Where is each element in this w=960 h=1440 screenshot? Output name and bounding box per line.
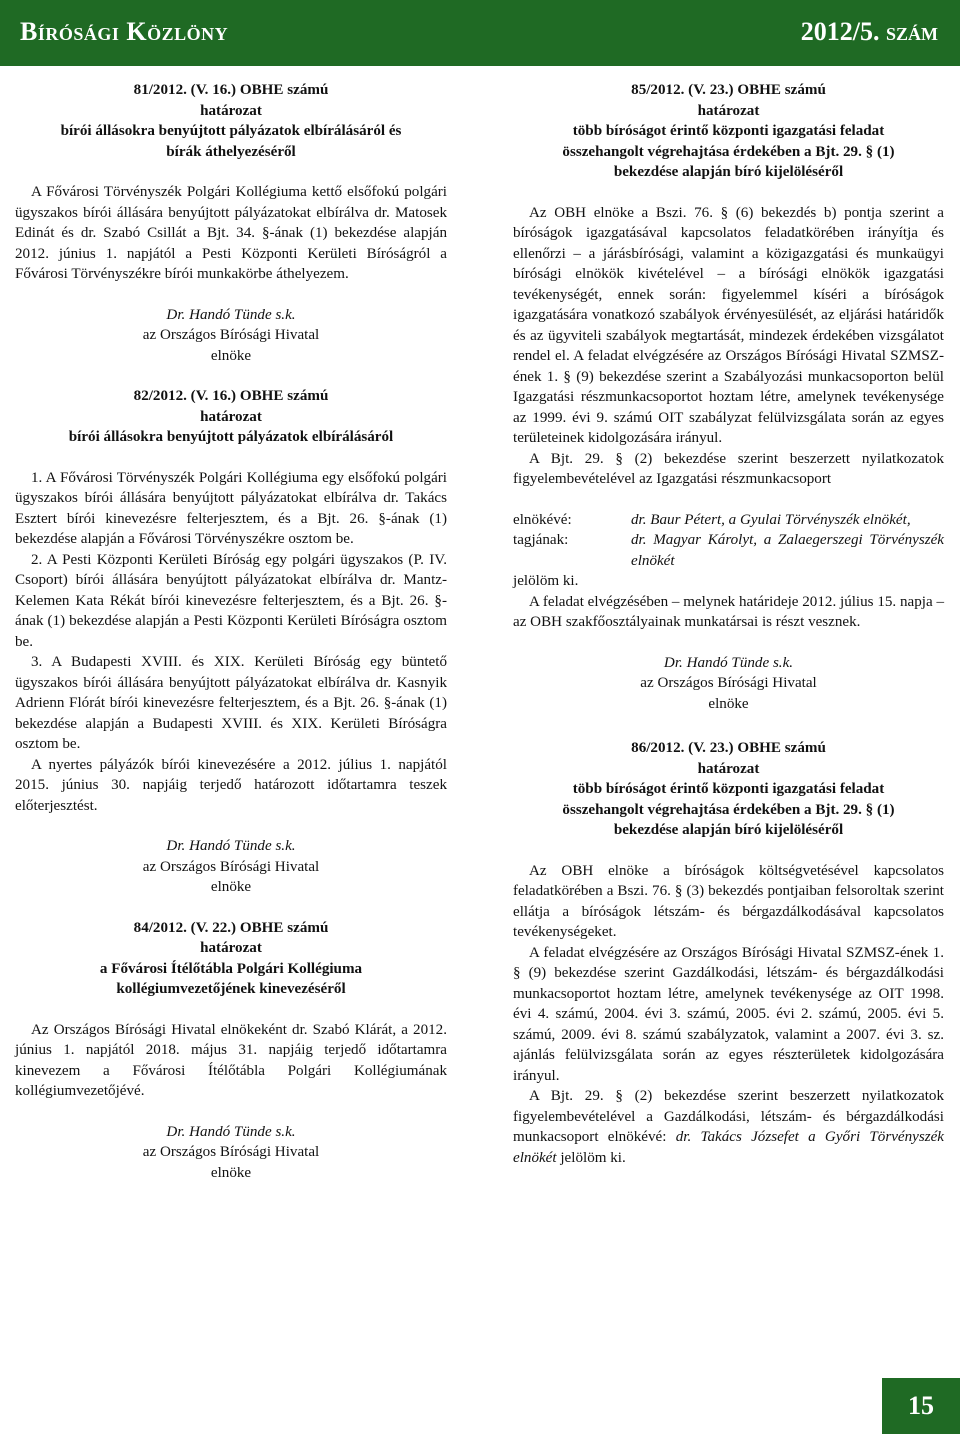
member-list <box>513 510 944 572</box>
issue-number: 2012/5. szám <box>800 17 938 46</box>
decision-paragraph: 2. A Pesti Központi Kerületi Bíróság egy polgári ügyszakos (P. IV. Csoport) bírói állására benyújtott pályázatokat elbírálva dr. Mantz-Kelemen Kata Rékát bírói kinevezésre felterjesztem, és a Bjt. 26. §-ának (1) bekezdése alapján a Pesti Központi Kerületi Bíróságra osztom be. <box>15 551 447 650</box>
decision-type: határozat <box>200 940 262 956</box>
left-column <box>15 80 447 1183</box>
decision-subject: több bíróságot érintő központi igazgatási feladat <box>572 123 885 139</box>
decision-paragraph: 1. A Fővárosi Törvényszék Polgári Kollégiuma egy elsőfokú polgári ügyszakos bírói állására benyújtott pályázatokat elbírálva dr. Takács Esztert bírói kinevezésre felterjesztem, és a Bjt. 26. §-ának (1) bekezdése alapján a Fővárosi Törvényszékre osztom be. <box>15 469 447 547</box>
decision-subject: a Fővárosi Ítélőtábla Polgári Kollégiuma <box>99 960 363 977</box>
member-row <box>513 530 944 571</box>
decision-paragraph: A Bjt. 29. § (2) bekezdése szerint beszerzett nyilatkozatok figyelembevételével az Igazgatási részmunkacsoport <box>513 450 944 487</box>
decision-paragraph: Az OBH elnöke a bíróságok költségvetésével kapcsolatos feladatkörében a Bszi. 76. § (3) bekezdés pontjaiban felsoroltak szerint ellátja a bíróságok létszám- és bérgazdálkodásával kapcsolatos tevékenységeket. <box>513 862 944 940</box>
decision-subject: bírói állásokra benyújtott pályázatok elbírálásáról <box>68 429 394 445</box>
member-role-label: elnökévé: <box>513 511 572 528</box>
decision-heading-82 <box>15 386 447 448</box>
decision-subject: bírák áthelyezéséről <box>166 143 296 160</box>
member-name: dr. Baur Pétert, a Gyulai Törvényszék elnökét, <box>631 511 911 528</box>
member-name: dr. Magyar Károlyt, a Zalaegerszegi Törvényszék elnökét <box>631 532 944 569</box>
signatory-org: az Országos Bírósági Hivatal <box>142 1144 320 1160</box>
journal-header <box>0 0 960 66</box>
signatory-name: Dr. Handó Tünde s.k. <box>166 1123 296 1140</box>
page-number: 15 <box>882 1378 960 1434</box>
decision-subject: több bíróságot érintő központi igazgatási feladat <box>572 781 885 797</box>
decision-subject: bírói állásokra benyújtott pályázatok elbírálásáról és <box>60 123 402 139</box>
decision-subject: bekezdése alapján bíró kijelöléséről <box>613 164 844 180</box>
decision-type: határozat <box>200 102 262 119</box>
decision-number: 84/2012. (V. 22.) OBHE számú <box>133 919 329 936</box>
signature-block <box>513 653 944 715</box>
member-role-label: tagjának: <box>513 532 569 548</box>
signatory-name: Dr. Handó Tünde s.k. <box>663 654 794 671</box>
decision-body: A Fővárosi Törvényszék Polgári Kollégiuma kettő elsőfokú polgári ügyszakos bírói állására benyújtott pályázatokat elbírálva dr. Matosek Edinát és dr. Szabó Csillát a Bjt. 34. §-ának (1) bekezdése alapján 2012. június 1. napjától a Pesti Központi Kerületi Bíróságról a Fővárosi Törvényszékre bírói munkakörbe áthelyezem. <box>15 184 447 282</box>
decision-paragraph: 3. A Budapesti XVIII. és XIX. Kerületi Bíróság egy büntető ügyszakos bírói állására benyújtott pályázatokat elbírálva dr. Kasnyik Adrienn Flórát bírói kinevezésre felterjesztem, és a Bjt. 26. §-ának (1) bekezdése alapján a Budapesti XVIII. és XIX. Kerületi Bíróságra osztom be. <box>15 654 447 752</box>
decision-heading-84 <box>15 918 447 1000</box>
decision-paragraph: A feladat elvégzésére az Országos Bírósági Hivatal SZMSZ-ének 1. § (9) bekezdése szerint Gazdálkodási, létszám- és bérgazdálkodási munkacsoportot hoztam létre, amelynek tevékenysége az OIT 1998. évi 4. számú, 2004. évi 3. számú, 2005. évi 2. számú, 2005. évi 5. számú, 2009. évi 8. számú szabályzatok, valamint a 2007. évi 3. sz. ajánlás felülvizsgálata során az egyes részterületek kidolgozására irányul. <box>513 944 944 1084</box>
decision-number: 82/2012. (V. 16.) OBHE számú <box>133 388 329 404</box>
decision-type: határozat <box>200 408 262 425</box>
decision-number: 81/2012. (V. 16.) OBHE számú <box>133 82 329 98</box>
right-column <box>513 80 944 1168</box>
decision-subject: bekezdése alapján bíró kijelöléséről <box>613 822 844 838</box>
signatory-org: az Országos Bírósági Hivatal <box>640 675 817 691</box>
signatory-name: Dr. Handó Tünde s.k. <box>166 306 296 323</box>
decision-subject: összehangolt végrehajtása érdekében a Bjt. 29. § (1) <box>562 143 895 160</box>
decision-paragraph: A nyertes pályázók bírói kinevezésére a 2012. július 1. napjától 2015. június 30. napjáig terjedő határozott időtartamra teszek előterjesztést. <box>15 756 447 814</box>
signatory-role: elnöke <box>210 347 252 364</box>
journal-title: Bírósági Közlöny <box>20 17 229 46</box>
signatory-role: elnöke <box>210 1164 252 1181</box>
decision-heading-86 <box>513 738 944 841</box>
signature-block <box>15 1122 447 1184</box>
decision-type: határozat <box>697 760 760 777</box>
signatory-role: elnöke <box>708 695 749 712</box>
decision-type: határozat <box>697 102 760 119</box>
decision-subject: kollégiumvezetőjének kinevezéséről <box>116 981 346 997</box>
decision-number: 85/2012. (V. 23.) OBHE számú <box>631 82 826 98</box>
decision-body: Az Országos Bírósági Hivatal elnökeként dr. Szabó Klárát, a 2012. június 1. napjától 2018. május 31. napjáig terjedő időtartamra kinevezem a Fővárosi Ítélőtábla Polgári Kollégiumának kollégiumvezetőjévé. <box>15 1021 447 1099</box>
paragraph-text: jelölöm ki. <box>556 1149 626 1166</box>
signature-block <box>15 836 447 898</box>
member-row <box>513 510 944 531</box>
decision-paragraph: Az OBH elnöke a Bszi. 76. § (6) bekezdés b) pontja szerint a bíróságok igazgatásával kapcsolatos feladatkörében irányítja és ellenőrzi – a járásbírósági, valamint a közigazgatási és munkaügyi bírósági elnökök kivételével – a bírósági elnökök igazgatási tevékenységét, ennek során: figyelemmel kíséri a bíróságok igazgatására vonatkozó szabályok érvényesülését, az eljárási határidők és az ügyviteli szabályok megtartását, mindezek érdekében vizsgálatot rendel el. A feladat elvégzésére az Országos Bírósági Hivatal SZMSZ-ének 1. § (9) bekezdése szerint a Szabályozási munkacsoporton belül Igazgatási részmunkacsoportot hoztam létre, amelynek tevékenysége az 1999. évi 9. számú OIT szabályzat felülvizsgálata során az egyes területeinek kidolgozására irányul. <box>513 204 944 446</box>
signatory-org: az Országos Bírósági Hivatal <box>142 858 320 875</box>
decision-subject: összehangolt végrehajtása érdekében a Bjt. 29. § (1) <box>562 801 895 818</box>
signatory-role: elnöke <box>210 879 252 895</box>
decision-paragraph: jelölöm ki. <box>513 573 579 589</box>
decision-number: 86/2012. (V. 23.) OBHE számú <box>631 740 826 756</box>
decision-paragraph: A feladat elvégzésében – melynek határideje 2012. július 15. napja – az OBH szakfőosztályainak munkatársai is részt vesznek. <box>513 593 944 630</box>
signature-block <box>15 305 447 367</box>
paragraph-text: A Bjt. 29. § (2) bekezdése szerint beszerzett nyilatkozatok figyelembevételével a Gazdálkodási, létszám- és bérgazdálkodási munkacsoport elnökévé: <box>513 1088 944 1145</box>
decision-heading-81 <box>15 80 447 162</box>
decision-paragraph <box>513 1086 944 1168</box>
signatory-name: Dr. Handó Tünde s.k. <box>166 838 296 854</box>
signatory-org: az Országos Bírósági Hivatal <box>142 327 320 343</box>
decision-heading-85 <box>513 80 944 183</box>
appointee-name: dr. Takács Józsefet a Győri Törvényszék elnökét <box>513 1129 945 1166</box>
